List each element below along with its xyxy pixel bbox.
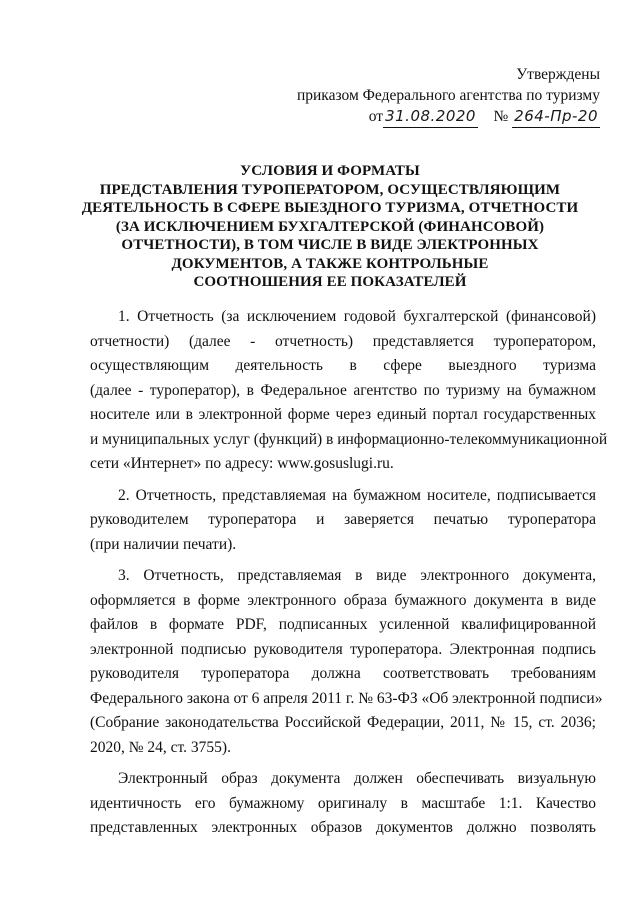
approval-line-date-number <box>297 106 600 128</box>
paragraph-2 <box>90 484 596 558</box>
approval-block <box>297 64 600 128</box>
text-line: 1. Отчетность (за исключением годовой бухгалтерской (финансовой) <box>118 308 596 325</box>
text-line: 2020, № 24, ст. 3755). <box>90 738 231 756</box>
text-line: идентичность его бумажному оригиналу в масштабе 1:1. Качество <box>90 794 596 812</box>
title-line: СООТНОШЕНИЯ ЕЕ ПОКАЗАТЕЛЕЙ <box>193 274 467 290</box>
document-body <box>90 305 608 848</box>
text-line: представленных электронных образов документов должно позволять <box>90 819 596 836</box>
text-line: руководителем туроператора и заверяется печатью туроператора <box>90 511 596 528</box>
text-line: электронной подписью руководителя туроператора. Электронная подпись <box>90 640 596 658</box>
title-line: ДОКУМЕНТОВ, А ТАКЖЕ КОНТРОЛЬНЫЕ <box>171 255 489 272</box>
text-line: сети «Интернет» по адресу: www.gosuslugi.ru. <box>90 455 394 472</box>
paragraph-1 <box>90 305 608 477</box>
paragraph-3 <box>90 564 603 760</box>
title-line: (ЗА ИСКЛЮЧЕНИЕМ БУХГАЛТЕРСКОЙ (ФИНАНСОВОЙ) <box>115 218 545 235</box>
text-line: и муниципальных услуг (функций) в информационно-телекоммуникационной <box>90 430 608 448</box>
paragraph-4 <box>90 767 596 841</box>
text-line: 3. Отчетность, представляемая в виде электронного документа, <box>118 567 596 584</box>
text-line: (Собрание законодательства Российской Федерации, 2011, № 15, ст. 2036; <box>90 714 596 731</box>
approval-line-approved: Утверждены <box>516 66 600 83</box>
title-line: ПРЕДСТАВЛЕНИЯ ТУРОПЕРАТОРОМ, ОСУЩЕСТВЛЯЮЩИМ <box>99 181 561 198</box>
handwritten-order-number: 264-Пр-20 <box>512 106 600 128</box>
text-line: файлов в формате PDF, подписанных усиленной квалифицированной <box>90 616 596 633</box>
approval-line-order: приказом Федерального агентства по туризму <box>296 87 600 104</box>
text-line: 2. Отчетность, представляемая на бумажном носителе, подписывается <box>118 486 596 504</box>
document-title <box>60 162 600 292</box>
text-line: (при наличии печати). <box>90 535 237 553</box>
approval-from-prefix: от <box>368 108 384 125</box>
approval-number-prefix: № <box>493 108 509 125</box>
title-line: ОТЧЕТНОСТИ), В ТОМ ЧИСЛЕ В ВИДЕ ЭЛЕКТРОННЫХ <box>121 237 539 253</box>
text-line: руководителя туроператора должна соответствовать требованиям <box>90 665 596 682</box>
title-line: ДЕЯТЕЛЬНОСТЬ В СФЕРЕ ВЫЕЗДНОГО ТУРИЗМА, ОТЧЕТНОСТИ <box>81 200 579 216</box>
handwritten-date: 31.08.2020 <box>383 106 478 128</box>
text-line: (далее - туроператор), в Федеральное агентство по туризму на бумажном <box>90 381 596 399</box>
title-line: УСЛОВИЯ И ФОРМАТЫ <box>240 163 420 179</box>
text-line: Федерального закона от 6 апреля 2011 г. № 63-ФЗ «Об электронной подписи» <box>90 689 603 707</box>
text-line: носителе или в электронной форме через единый портал государственных <box>90 406 596 423</box>
text-line: осуществляющим деятельность в сфере выездного туризма <box>90 357 596 374</box>
text-line: отчетности) (далее - отчетность) представляется туроператором, <box>90 332 596 350</box>
text-line: Электронный образ документа должен обеспечивать визуальную <box>118 770 596 787</box>
text-line: оформляется в форме электронного образа бумажного документа в виде <box>90 591 596 609</box>
